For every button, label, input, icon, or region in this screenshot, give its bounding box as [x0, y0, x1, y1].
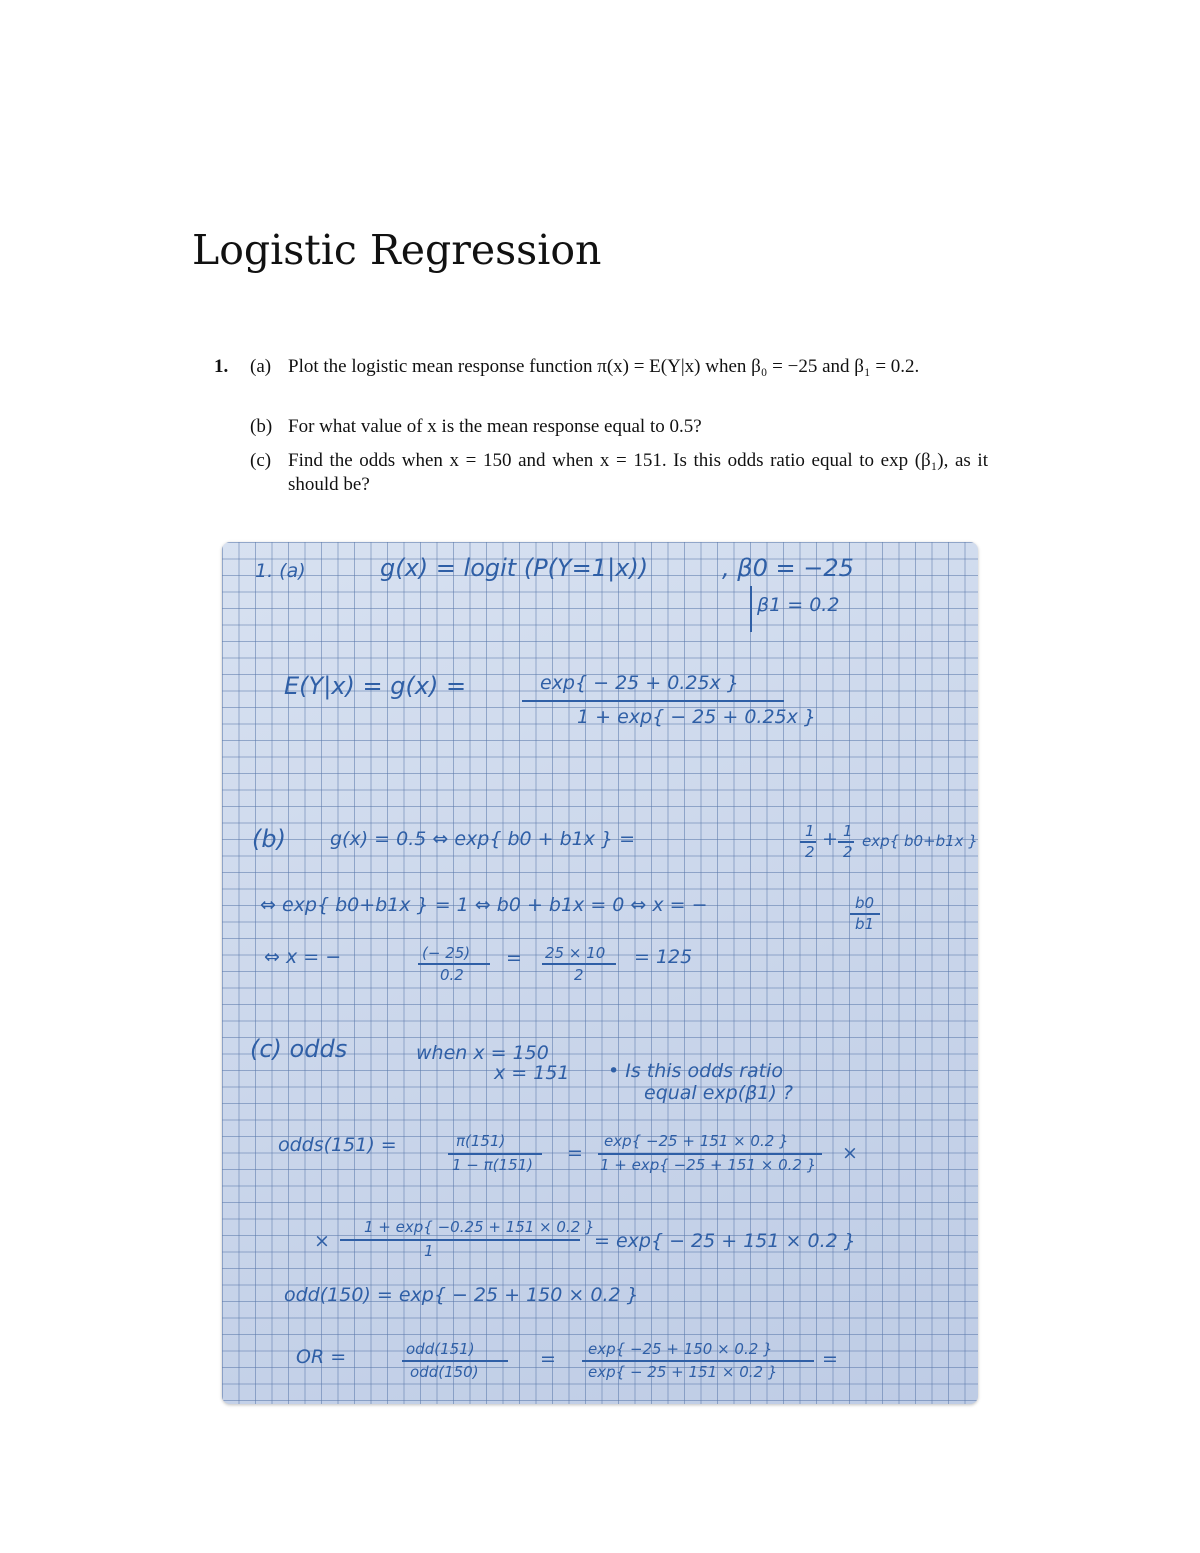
hw-b-frac1-den: 2 [805, 843, 815, 861]
handwritten-solution-photo [222, 542, 978, 1404]
part-a-text: Plot the logistic mean response function π(x) = E(Y|x) when β₀ = −25 and β₁ = 0.2. [288, 356, 920, 377]
hw-b-label: (b) [252, 825, 286, 853]
hw-c-or-tail: = [822, 1348, 838, 1370]
hw-c-or-eq: = [540, 1348, 556, 1370]
hw-c-when2: x = 151 [494, 1062, 570, 1084]
hw-b-frac1-num: 1 [805, 822, 815, 840]
hw-b-line2: ⇔ exp{ b0+b1x } = 1 ⇔ b0 + b1x = 0 ⇔ x = − [260, 894, 708, 916]
hw-c-pi-bar [448, 1153, 542, 1155]
hw-a-den: 1 + exp{ − 25 + 0.25x } [577, 706, 817, 728]
hw-b-line3-den2: 2 [574, 966, 584, 984]
hw-b-line3-pre: ⇔ x = − [264, 946, 342, 968]
hw-b-line3-bar2 [542, 963, 616, 965]
hw-b-line2-num: b0 [855, 894, 875, 912]
hw-c-odd150: odd(150) = exp{ − 25 + 150 × 0.2 } [284, 1284, 639, 1306]
hw-a-b0: , β0 = −25 [722, 554, 854, 582]
hw-c-pi-num: π(151) [456, 1132, 506, 1150]
hw-c-eq: = [567, 1142, 583, 1164]
hw-b-line3-num: (− 25) [422, 944, 471, 962]
hw-c-mult-den: 1 [424, 1242, 434, 1260]
hw-b-frac2-num: 1 [843, 822, 853, 840]
page-title: Logistic Regression [192, 226, 602, 274]
hw-c-exp-bar [598, 1153, 822, 1155]
hw-c-times2: × [314, 1230, 330, 1252]
part-c-text: Find the odds when x = 150 and when x = 151. Is this odds ratio equal to exp (β₁), as it should be? [288, 450, 988, 495]
hw-a-lhs: E(Y|x) = g(x) = [284, 672, 467, 700]
hw-c-mult-res: = exp{ − 25 + 151 × 0.2 } [594, 1230, 856, 1252]
hw-c-q1: • Is this odds ratio [608, 1060, 783, 1082]
hw-a-num: exp{ − 25 + 0.25x } [540, 672, 739, 694]
hw-b-line3-den: 0.2 [440, 966, 464, 984]
hw-c-mult-num: 1 + exp{ −0.25 + 151 × 0.2 } [364, 1218, 595, 1236]
hw-b-line1-end: exp{ b0+b1x } [862, 832, 978, 850]
hw-a-brace [750, 586, 752, 632]
part-c-label: (c) [250, 450, 272, 471]
hw-b-plus: + [822, 828, 838, 850]
hw-c-when: when x = 150 [416, 1042, 549, 1064]
hw-c-exp-den: 1 + exp{ −25 + 151 × 0.2 } [600, 1156, 817, 1174]
hw-c-exp-num: exp{ −25 + 151 × 0.2 } [604, 1132, 789, 1150]
hw-c-or: OR = [296, 1346, 347, 1368]
hw-c-or-num: odd(151) [406, 1340, 475, 1358]
hw-c-q2: equal exp(β1) ? [644, 1082, 793, 1104]
hw-a-fraction-bar [522, 700, 784, 702]
hw-c-or-den: odd(150) [410, 1363, 479, 1381]
hw-b-frac2-den: 2 [843, 843, 853, 861]
hw-b-line3-num2: 25 × 10 [545, 944, 606, 962]
hw-a-b1: β1 = 0.2 [757, 594, 840, 616]
hw-c-odds151: odds(151) = [278, 1134, 397, 1156]
hw-c-or-den2: exp{ − 25 + 151 × 0.2 } [588, 1363, 778, 1381]
hw-c-or-bar2 [582, 1360, 814, 1362]
part-b-label: (b) [250, 416, 273, 437]
hw-b-line3-bar [418, 963, 490, 965]
hw-b-line3-eq: = [506, 947, 522, 969]
hw-c-or-num2: exp{ −25 + 150 × 0.2 } [588, 1340, 773, 1358]
hw-a-g: g(x) = logit (P(Y=1|x)) [380, 554, 649, 582]
hw-c-pi-den: 1 − π(151) [452, 1156, 534, 1174]
part-b-text: For what value of x is the mean response equal to 0.5? [288, 416, 702, 437]
part-a-label: (a) [250, 356, 272, 377]
hw-c-or-bar [402, 1360, 508, 1362]
hw-c-label: (c) odds [250, 1035, 348, 1063]
question-number: 1. [214, 356, 229, 377]
hw-c-mult-bar [340, 1239, 580, 1241]
hw-b-line2-den: b1 [855, 915, 875, 933]
hw-c-times: × [842, 1142, 858, 1164]
hw-b-line1: g(x) = 0.5 ⇔ exp{ b0 + b1x } = [330, 828, 636, 850]
hw-b-line3-res: = 125 [634, 946, 693, 968]
hw-a-label: 1. (a) [255, 560, 306, 582]
